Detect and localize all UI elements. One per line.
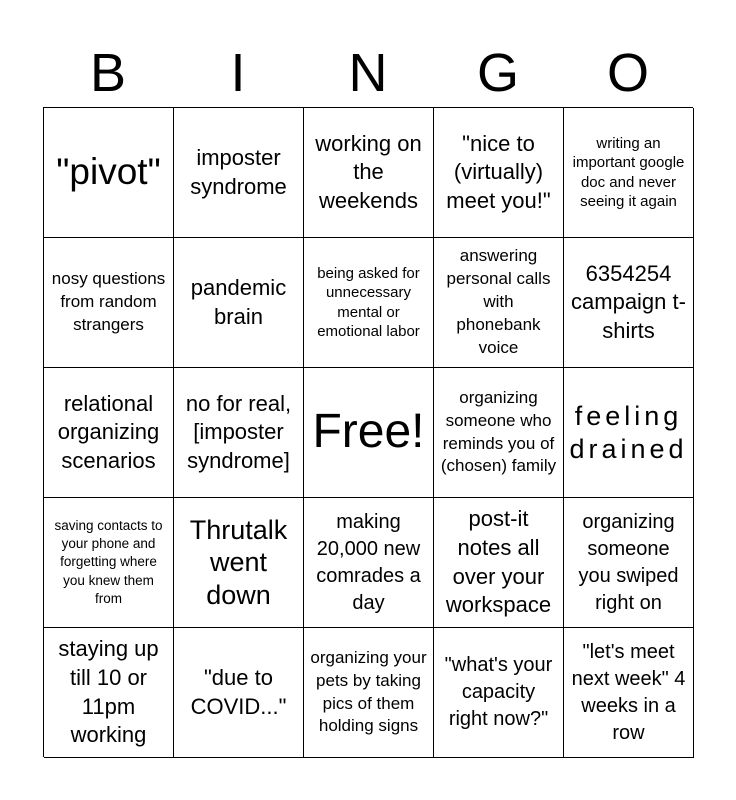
bingo-cell-text: making 20,000 new comrades a day [316, 510, 421, 614]
bingo-cell-text: staying up till 10 or 11pm working [58, 636, 159, 748]
bingo-cell-r3c1[interactable] [44, 368, 174, 498]
bingo-cell-free-space[interactable] [304, 368, 434, 498]
bingo-cell-text: feeling drained [569, 401, 688, 464]
bingo-cell-text: "nice to (virtually) meet you!" [446, 130, 551, 213]
bingo-cell-r5c4[interactable] [434, 628, 564, 758]
bingo-cell-r3c5[interactable] [564, 368, 694, 498]
bingo-header [43, 40, 693, 106]
bingo-cell-r2c1[interactable] [44, 238, 174, 368]
header-letter-i: I [230, 43, 246, 103]
bingo-cell-text: post-it notes all over your workspace [445, 506, 552, 618]
bingo-cell-text: organizing someone who reminds you of (chosen) family [440, 387, 557, 476]
bingo-cell-text: "let's meet next week" 4 weeks in a row [571, 640, 686, 744]
bingo-cell-r4c1[interactable] [44, 498, 174, 628]
bingo-cell-text: "what's your capacity right now?" [444, 654, 553, 730]
bingo-cell-r3c2[interactable] [174, 368, 304, 498]
bingo-cell-r5c2[interactable] [174, 628, 304, 758]
bingo-cell-text: Thrutalk went down [189, 514, 288, 610]
bingo-cell-r1c3[interactable] [304, 108, 434, 238]
bingo-cell-r4c5[interactable] [564, 498, 694, 628]
bingo-cell-text: being asked for unnecessary mental or emotional labor [317, 264, 420, 340]
bingo-cell-text: writing an important google doc and never seeing it again [572, 134, 685, 210]
bingo-cell-text: organizing someone you swiped right on [578, 510, 679, 614]
header-letter-g: G [476, 43, 519, 103]
bingo-cell-r4c3[interactable] [304, 498, 434, 628]
header-letter-b: B [89, 43, 127, 103]
bingo-cell-text: "pivot" [56, 151, 161, 193]
bingo-cell-r2c2[interactable] [174, 238, 304, 368]
bingo-cell-r1c4[interactable] [434, 108, 564, 238]
bingo-cell-text: relational organizing scenarios [57, 390, 160, 473]
bingo-cell-text: "due to COVID..." [190, 664, 287, 719]
bingo-cell-r2c4[interactable] [434, 238, 564, 368]
bingo-cell-text: working on the weekends [315, 130, 422, 213]
bingo-cell-text: no for real, [imposter syndrome] [185, 390, 292, 473]
bingo-cell-text: nosy questions from random strangers [51, 269, 166, 334]
bingo-cell-text: imposter syndrome [190, 144, 287, 199]
bingo-cell-r1c2[interactable] [174, 108, 304, 238]
header-letter-n: N [348, 43, 388, 103]
bingo-cell-r2c3[interactable] [304, 238, 434, 368]
bingo-cell-text: saving contacts to your phone and forgetting where you knew them from [54, 517, 163, 606]
bingo-cell-r4c2[interactable] [174, 498, 304, 628]
bingo-cell-text: 6354254 campaign t-shirts [571, 260, 686, 343]
header-letter-o: O [606, 43, 649, 103]
bingo-cell-r4c4[interactable] [434, 498, 564, 628]
bingo-cell-text: answering personal calls with phonebank voice [446, 246, 551, 357]
bingo-cell-r5c3[interactable] [304, 628, 434, 758]
bingo-cell-text: pandemic brain [190, 274, 287, 329]
bingo-cell-r1c1[interactable] [44, 108, 174, 238]
bingo-cell-text: Free! [312, 405, 425, 459]
bingo-cell-text: organizing your pets by taking pics of them holding signs [310, 647, 427, 736]
bingo-cell-r5c5[interactable] [564, 628, 694, 758]
bingo-cell-r3c4[interactable] [434, 368, 564, 498]
bingo-cell-r1c5[interactable] [564, 108, 694, 238]
bingo-cell-r5c1[interactable] [44, 628, 174, 758]
bingo-card-grid [43, 107, 693, 757]
bingo-cell-r2c5[interactable] [564, 238, 694, 368]
